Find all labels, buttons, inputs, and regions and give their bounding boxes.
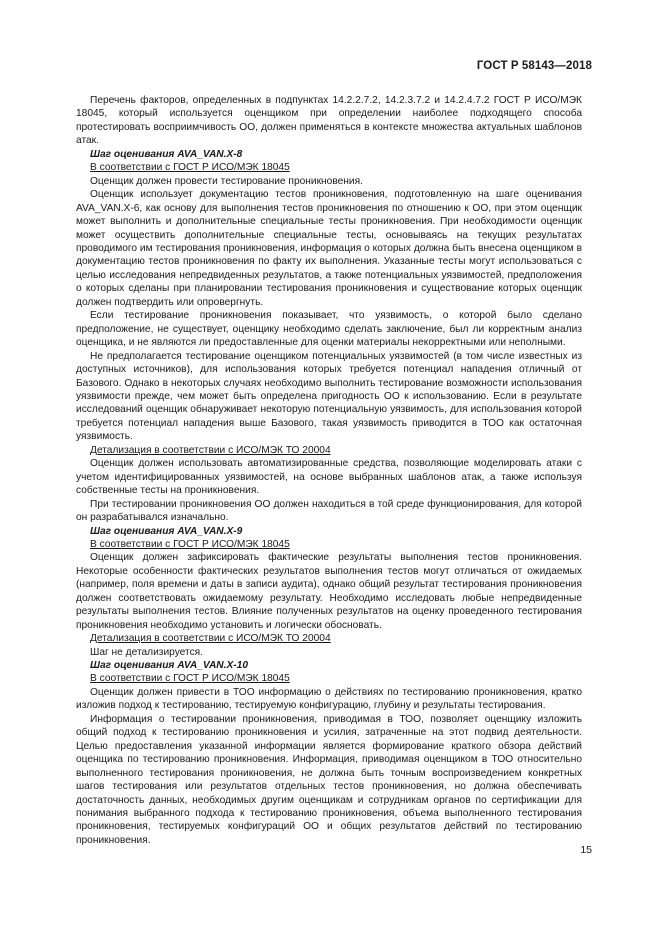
paragraph: Оценщик использует документацию тестов проникновения, подготовленную на шаге оценивания AVA_VAN.X-6, как основу для выполнения тестов проникновения по отношению к ОО, при этом оценщик может выполнить и дополнительные специальные тесты проникновения. При необходимости оценщик может осуществить дополнительные специальные тесты, основываясь на текущих результатах проводимого им тестирования проникновения, информация о которых должна быть внесена оценщиком в документацию тестов проникновения по факту их выполнения. Указанные тесты могут использоваться с целью исследования непредвиденных результатов, а также потенциальных уязвимостей, предположения о которых сделаны при планировании тестирования проникновения и существование которых оценщик должен подтвердить или опровергнуть. — [76, 189, 582, 308]
paragraph: Оценщик должен провести тестирование проникновения. — [90, 175, 363, 187]
page-number: 15 — [580, 844, 592, 856]
paragraph: Оценщик должен привести в ТОО информацию о действиях по тестированию проникновения, кратко изложив подход к тестированию, тестируемую конфигурацию, глубину и результаты тестирования. — [76, 686, 582, 712]
step-heading: Шаг оценивания AVA_VAN.X-10 — [90, 660, 249, 672]
paragraph: Оценщик должен использовать автоматизированные средства, позволяющие моделировать атаки с учетом идентифицированных уязвимостей, на основе выбранных шаблонов атак, а также используя собственные тесты на проникновения. — [76, 458, 582, 497]
reference-line: В соответствии с ГОСТ Р ИСО/МЭК 18045 — [90, 673, 290, 685]
paragraph: Информация о тестировании проникновения, приводимая в ТОО, позволяет оценщику изложить общий подход к тестированию проникновения и усилия, затраченные на этот подвид деятельности. Целью предоставления указанной информации является формирование краткого обзора действий оценщика по тестированию проникновения. Информация, приводимая оценщиком в ТОО относительно выполненного тестирования проникновения, не должна быть точным воспроизведением конкретных шагов тестирования или результатов отдельных тестов проникновения, но должна обеспечивать достаточность данных, необходимых другим оценщикам и сотрудникам органов по сертификации для понимания выбранного подхода к тестированию проникновения, объема выполненного тестирования проникновения, тестируемых конфигураций ОО и общих результатов действий по тестированию проникновения. — [76, 713, 582, 846]
reference-line: В соответствии с ГОСТ Р ИСО/МЭК 18045 — [90, 538, 290, 550]
reference-line: Детализация в соответствии с ИСО/МЭК ТО 20004 — [90, 633, 331, 645]
reference-line: Детализация в соответствии с ИСО/МЭК ТО 20004 — [90, 444, 331, 456]
reference-line: В соответствии с ГОСТ Р ИСО/МЭК 18045 — [90, 162, 290, 174]
step-heading: Шаг оценивания AVA_VAN.X-9 — [90, 525, 243, 537]
step-heading: Шаг оценивания AVA_VAN.X-8 — [90, 148, 243, 160]
paragraph: Перечень факторов, определенных в подпунктах 14.2.2.7.2, 14.2.3.7.2 и 14.2.4.7.2 ГОСТ Р ИСО/МЭК 18045, который используется оценщиком при определении наиболее подходящего способа протестировать восприимчивость ОО, должен применяться в контексте множества актуальных шаблонов атак. — [76, 95, 582, 147]
paragraph: Если тестирование проникновения показывает, что уязвимость, о которой было сделано предположение, не существует, оценщику необходимо сделать заключение, был ли корректным анализ оценщика, и не являются ли предоставленные для оценки материалы некорректными или неполными. — [76, 310, 582, 349]
paragraph: Не предполагается тестирование оценщиком потенциальных уязвимостей (в том числе известных из доступных источников), для использования которых требуется потенциал нападения отличный от Базового. Однако в некоторых случаях необходимо выполнить тестирование возможности использования уязвимости прежде, чем может быть определена пригодность ОО к использованию. Если в результате исследований оценщик обнаруживает некоторую потенциальную уязвимость, для использования которой требуется потенциал нападения выше Базового, такая уязвимость приводится в ТОО как остаточная уязвимость. — [76, 350, 582, 443]
standard-header: ГОСТ Р 58143—2018 — [476, 60, 592, 72]
paragraph: Шаг не детализируется. — [90, 646, 204, 658]
page-body — [76, 94, 582, 847]
paragraph: Оценщик должен зафиксировать фактические результаты выполнения тестов проникновения. Некоторые особенности фактических результатов выполнения тестов могут отличаться от ожидаемых (например, поля времени и даты в записи аудита), однако общий результат тестирования проникновения должен соответствовать ожидаемому результату. Необходимо исследовать любые непредвиденные результаты выполнения тестов. Влияние полученных результатов на оценку проведенного тестирования проникновения необходимо установить и логически обосновать. — [76, 552, 582, 631]
paragraph: При тестировании проникновения ОО должен находиться в той среде функционирования, для которой он разрабатывался изначально. — [76, 498, 582, 524]
